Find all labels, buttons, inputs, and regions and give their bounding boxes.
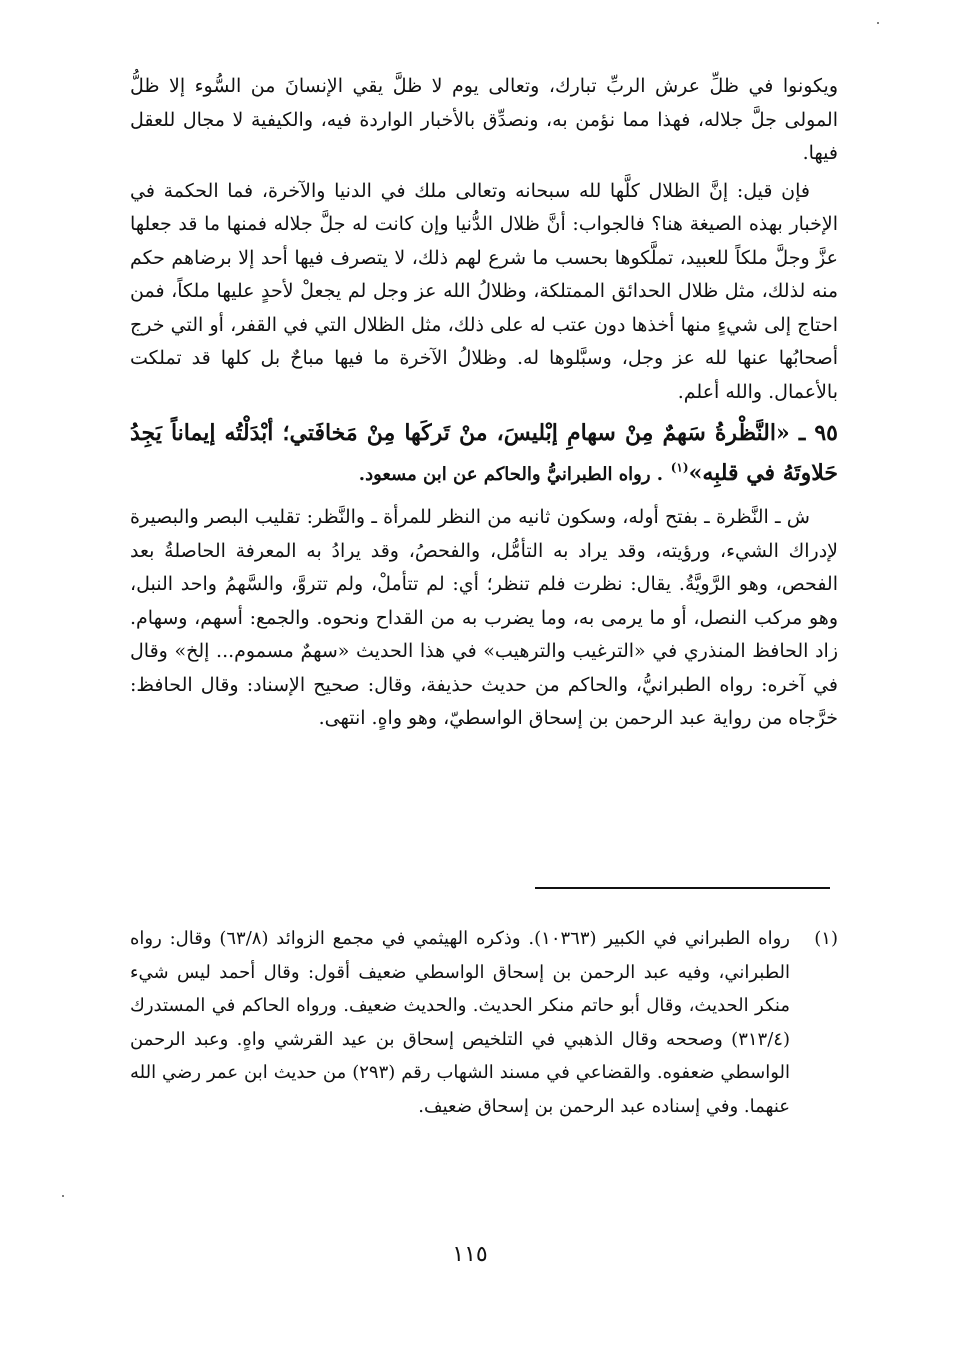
footnote-text: رواه الطبراني في الكبير (١٠٣٦٣). وذكره الهيثمي في مجمع الزوائد (٦٣/٨) وقال: رواه الطبراني، وفيه عبد الرحمن بن إسحاق الواسطي ضعيف أقول: وقال أحمد ليس شيء منكر الحديث، وقال أبو حاتم منكر الحديث. والحديث ضعيف. ورواه الحاكم في المستدرك (٣١٣/٤) وصححه وقال الذهبي في التلخيص إسحاق بن عيد القرشي واهٍ. وعبد الرحمن الواسطي ضعفوه. والقضاعي في مسند الشهاب رقم (٢٩٣) من حديث ابن عمر رضي الله عنهما. وفي إسناده عبد الرحمن بن إسحاق ضعيف. xyxy=(130,928,791,1117)
paragraph-shade-of-throne: ويكونوا في ظلِّ عرش الربِّ تبارك، وتعالى يوم لا ظلَّ يقي الإنسانَ من السُّوء إلا ظلُّ المولى جلَّ جلاله، فهذا مما نؤمن به، ونصدِّق بالأخبار الواردة فيه، والكيفية لا مجال للعقل فيها. xyxy=(130,75,838,164)
scan-speck xyxy=(62,1195,64,1197)
main-text xyxy=(130,70,838,740)
footnote-marker: (١) xyxy=(814,928,838,949)
hadith-source: . رواه الطبرانيُّ والحاكم عن ابن مسعود. xyxy=(358,464,664,485)
footnotes-section xyxy=(130,922,838,1123)
paragraph-question-answer: فإن قيل: إنَّ الظلال كلَّها لله سبحانه وتعالى ملك في الدنيا والآخرة، فما الحكمة في الإخبار بهذه الصيغة هنا؟ فالجواب: أنَّ ظلال الدُّنيا وإن كانت له جلَّ جلاله فمنها ما قد جعلها عزَّ وجلَّ ملكاً للعبيد، تملَّكوها بحسب ما شرع لهم ذلك، لا يتصرف فيها أحد إلا برضاهم حكم منه لذلك، مثل ظلال الحدائق الممتلكة، وظلالُ الله عز وجل لم يجعلْ لأحدٍ عليها ملكاً، فمن احتاج إلى شيءٍ منها أخذها دون عتب له على ذلك، مثل الظلال التي في القفر، أو التي خرج أصحابُها عنها لله عز وجل، وسبَّلوها له. وظلالُ الآخرة ما فيها مباحٌ بل كلها قد تملكت بالأعمال. والله أعلم. xyxy=(130,179,838,403)
scan-speck xyxy=(877,22,879,24)
page-number: ١١٥ xyxy=(452,1242,488,1267)
footnote-item xyxy=(130,922,838,1123)
footnote-reference[interactable]: (١) xyxy=(670,460,689,475)
hadith-text: «النَّظْرةُ سَهمٌ مِنْ سهامِ إبْليسَ، منْ تَركَها مِنْ مَخافَتي؛ أبْدَلْتُه إيماناً يَجِدُ حَلاوتَهُ في قلبِه» xyxy=(130,420,838,486)
commentary-paragraph: ش ـ النَّظرة ـ بفتح أوله، وسكون ثانيه من النظر للمرأة ـ والنَّظر: تقليب البصر والبصيرة لإدراك الشيء، ورؤيته، وقد يراد به التأمُّل، والفحصُ، وقد يرادُ به المعرفة الحاصلةُ بعد الفحص، وهو الرَّويَّةُ. يقال: نظرت فلم تنظر؛ أي: لم تتأملْ، ولم تتروَّ، والسَّهمُ واحد النبل، وهو مركب النصل، أو ما يرمى به، وما يضرب به من القداح ونحوه. والجمع: أسهم، وسهام. زاد الحافظ المنذري في «الترغيب والترهيب» في هذا الحديث «سهمٌ مسموم... إلخ» وقال في آخره: رواه الطبرانيُّ، والحاكم من حديث حذيفة، وقال: صحيح الإسناد: وقال الحافظ: خرَّجاه من رواية عبد الرحمن بن إسحاق الواسطيّ، وهو واهٍ. انتهى. xyxy=(130,506,838,729)
hadith-95 xyxy=(130,413,838,495)
footnote-divider xyxy=(535,887,830,889)
hadith-number: ٩٥ ـ xyxy=(798,420,838,446)
